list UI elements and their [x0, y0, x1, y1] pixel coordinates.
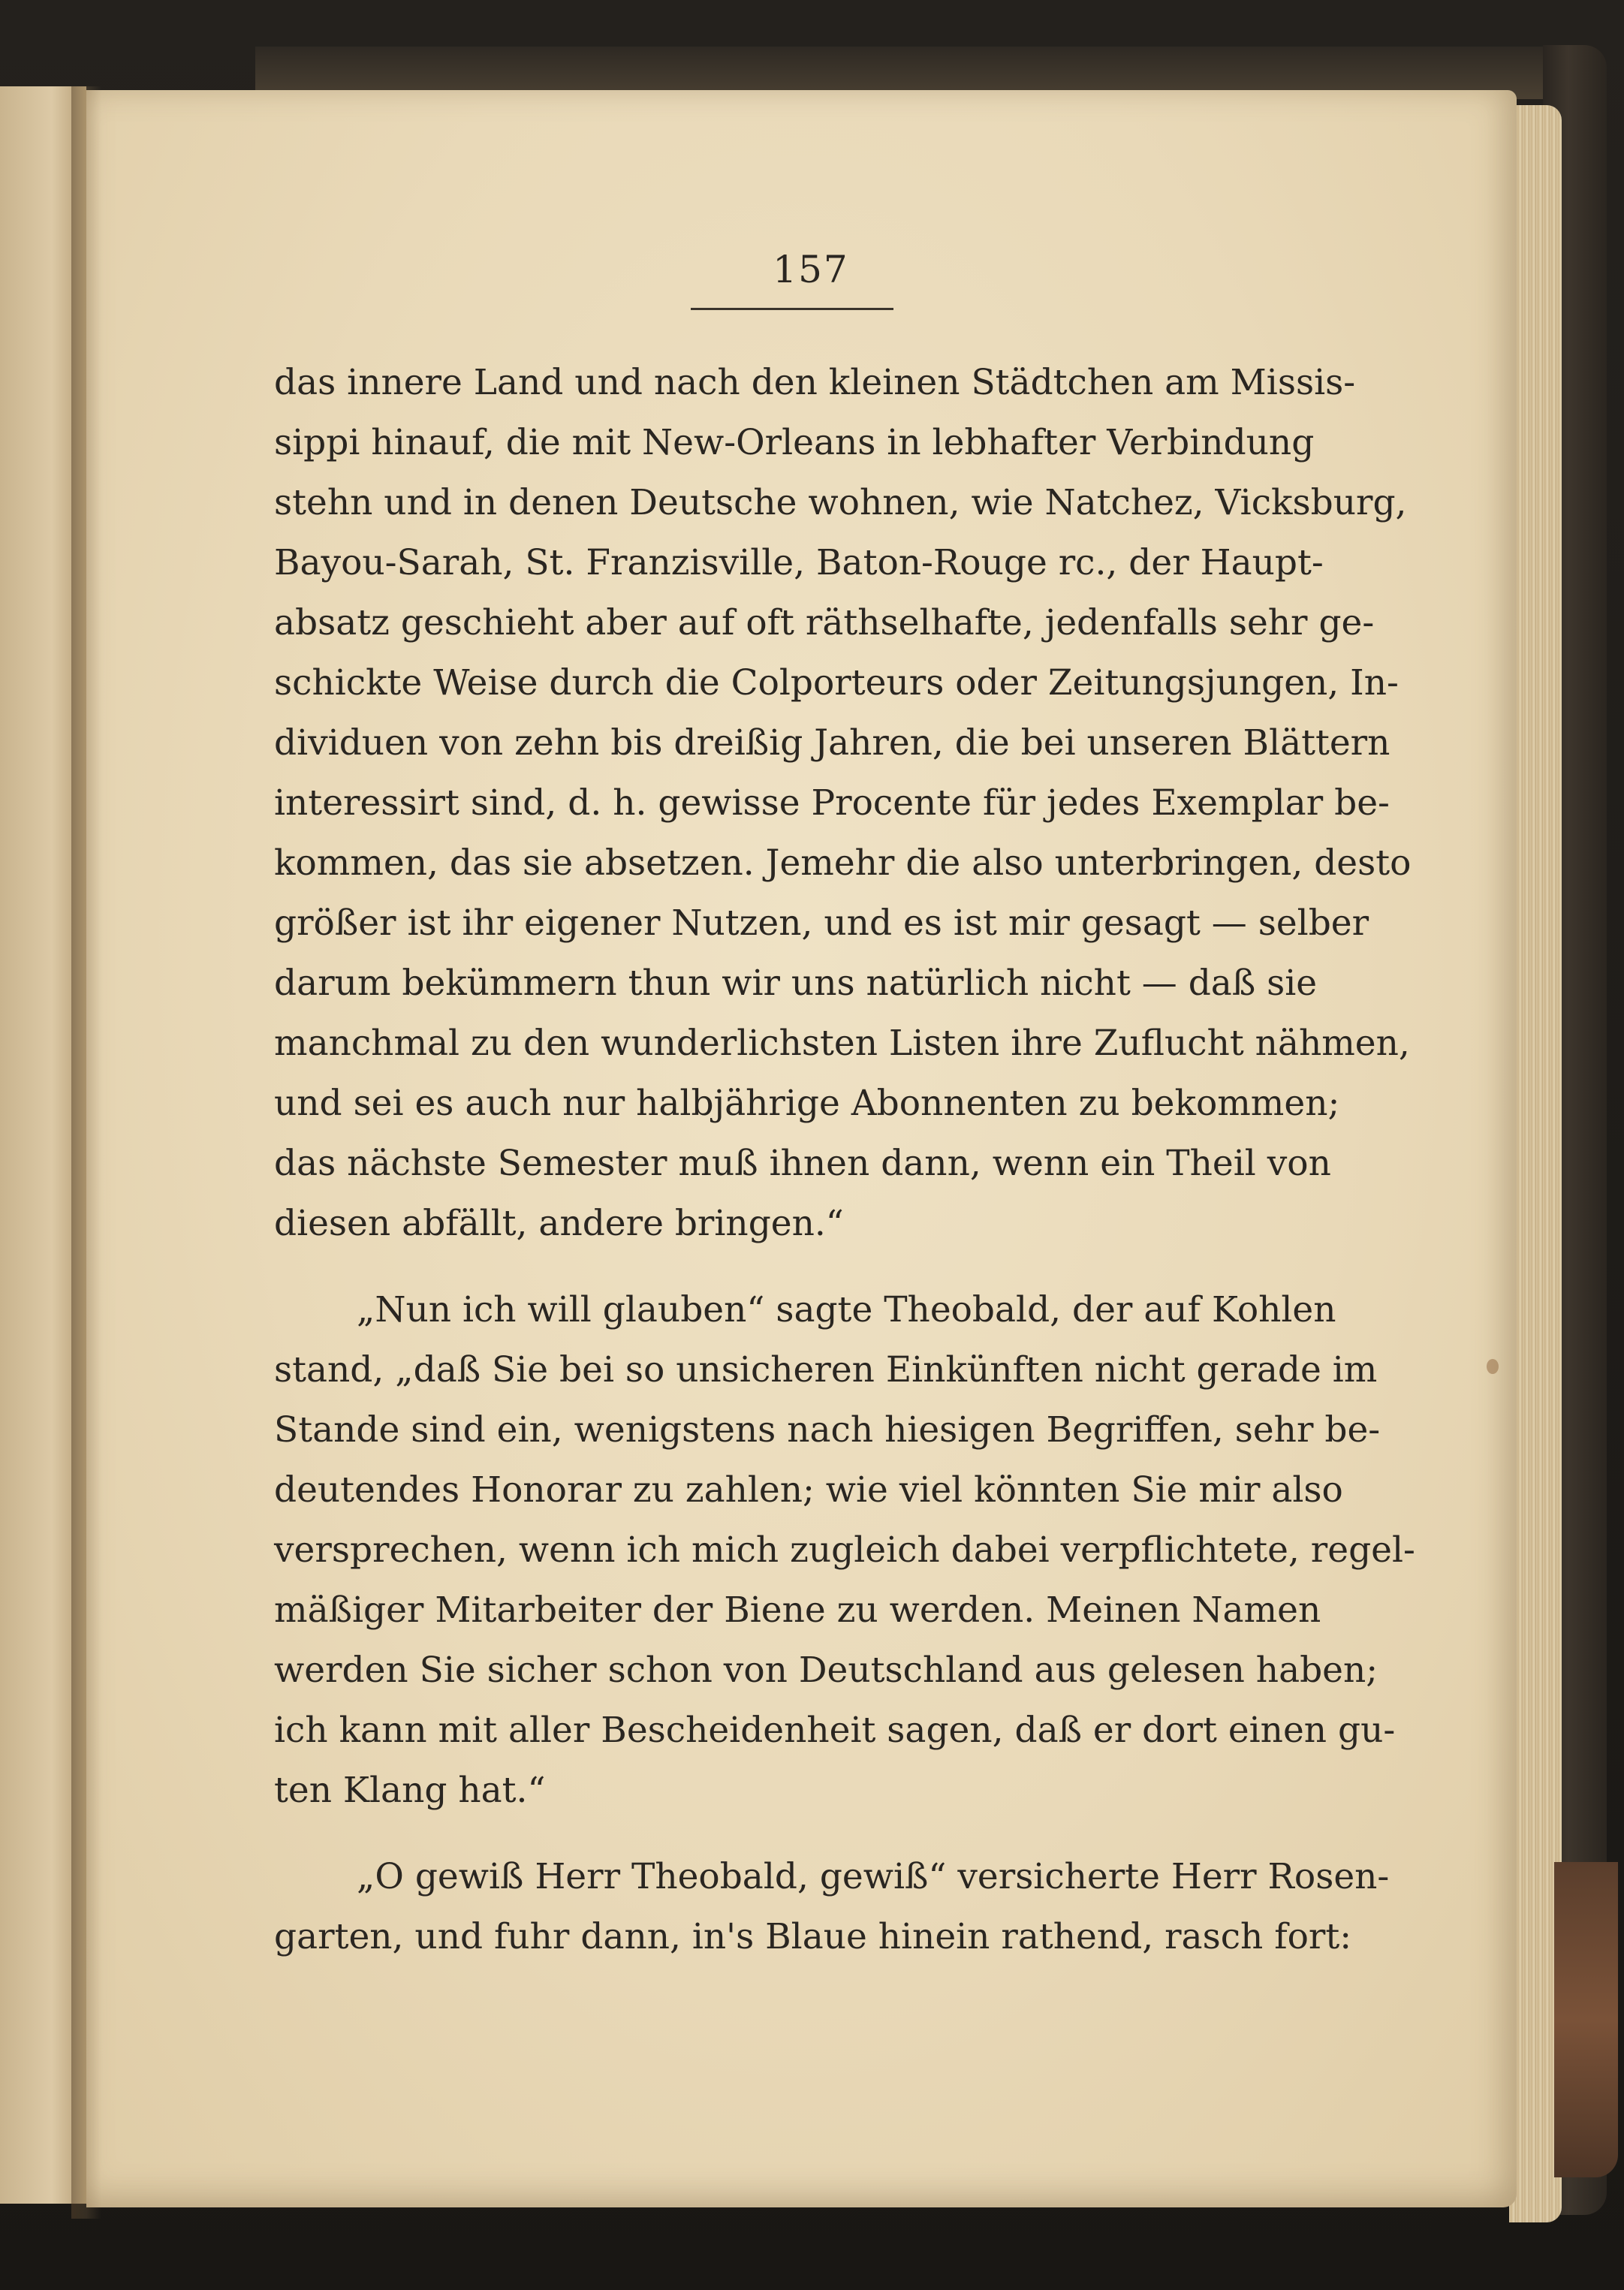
- text-line: garten, und fuhr dann, in's Blaue hinein rathend, rasch fort:: [274, 1916, 1352, 1957]
- text-line: versprechen, wenn ich mich zugleich dabei verpflichtete, regel-: [274, 1529, 1415, 1571]
- text-line: Bayou-Sarah, St. Franzisville, Baton-Rouge rc., der Haupt-: [274, 542, 1324, 583]
- text-line: schickte Weise durch die Colporteurs oder Zeitungsjungen, In-: [274, 662, 1399, 704]
- text-line: „Nun ich will glauben“ sagte Theobald, der auf Kohlen: [357, 1289, 1336, 1330]
- page-number: 157: [773, 248, 849, 291]
- text-line: diesen abfällt, andere bringen.“: [274, 1203, 844, 1244]
- text-line: „O gewiß Herr Theobald, gewiß“ versicherte Herr Rosen-: [357, 1856, 1390, 1897]
- book-gutter: [71, 86, 101, 2219]
- text-line: das nächste Semester muß ihnen dann, wenn ein Theil von: [274, 1143, 1331, 1184]
- text-line: absatz geschieht aber auf oft räthselhafte, jedenfalls sehr ge-: [274, 602, 1375, 643]
- text-line: interessirt sind, d. h. gewisse Procente für jedes Exemplar be-: [274, 782, 1390, 824]
- text-line: Stande sind ein, wenigstens nach hiesigen Begriffen, sehr be-: [274, 1409, 1381, 1451]
- book-cover-corner: [1554, 1862, 1618, 2177]
- text-line: und sei es auch nur halbjährige Abonnenten zu bekommen;: [274, 1083, 1340, 1124]
- text-line: dividuen von zehn bis dreißig Jahren, die bei unseren Blättern: [274, 722, 1390, 764]
- text-line: darum bekümmern thun wir uns natürlich nicht — daß sie: [274, 963, 1318, 1004]
- text-line: sippi hinauf, die mit New-Orleans in lebhafter Verbindung: [274, 422, 1315, 463]
- text-line: manchmal zu den wunderlichsten Listen ihre Zuflucht nähmen,: [274, 1023, 1410, 1064]
- text-line: deutendes Honorar zu zahlen; wie viel könnten Sie mir also: [274, 1469, 1343, 1511]
- text-line: stand, „daß Sie bei so unsicheren Einkünften nicht gerade im: [274, 1349, 1378, 1391]
- text-line: ten Klang hat.“: [274, 1770, 546, 1811]
- text-line: stehn und in denen Deutsche wohnen, wie Natchez, Vicksburg,: [274, 482, 1407, 523]
- text-line: ich kann mit aller Bescheidenheit sagen, daß er dort einen gu-: [274, 1710, 1396, 1751]
- page-number-rule: [691, 308, 893, 310]
- text-line: werden Sie sicher schon von Deutschland aus gelesen haben;: [274, 1650, 1378, 1691]
- text-line: größer ist ihr eigener Nutzen, und es ist mir gesagt — selber: [274, 902, 1369, 944]
- text-line: mäßiger Mitarbeiter der Biene zu werden. Meinen Namen: [274, 1589, 1321, 1631]
- text-line: das innere Land und nach den kleinen Städtchen am Missis-: [274, 362, 1356, 403]
- text-line: kommen, das sie absetzen. Jemehr die also unterbringen, desto: [274, 842, 1412, 884]
- page-stain: [1487, 1359, 1499, 1374]
